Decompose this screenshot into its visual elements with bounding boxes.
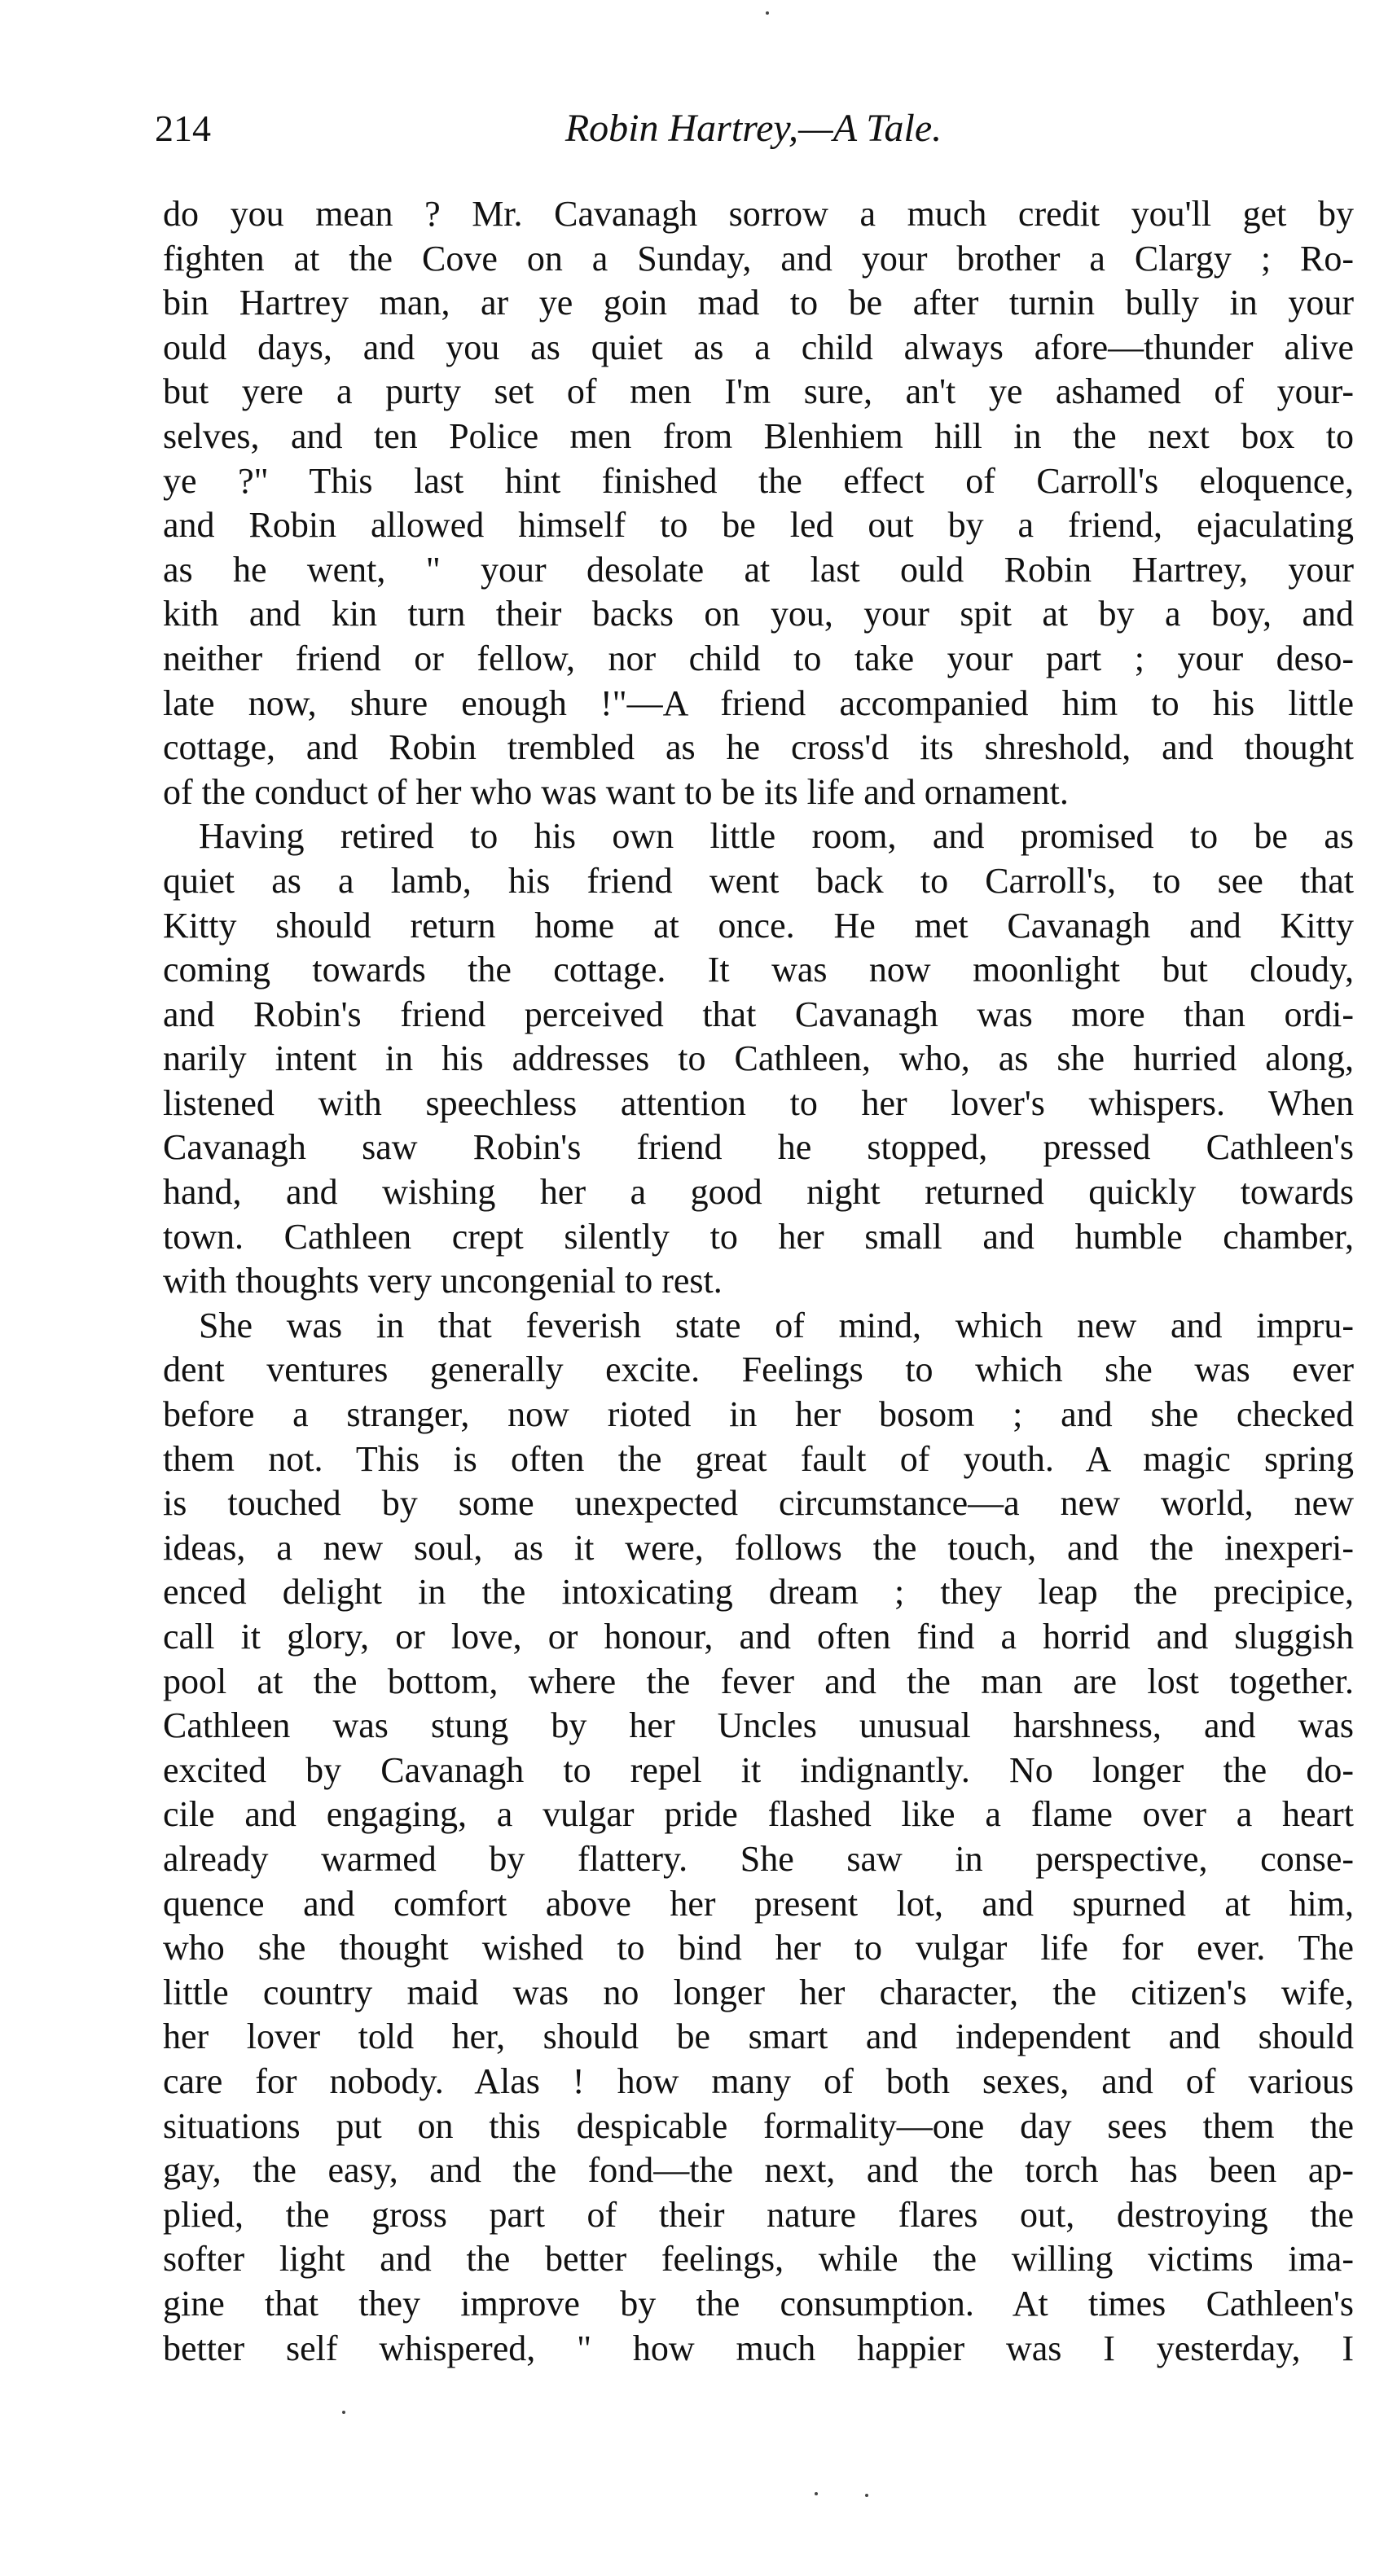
text-line: is touched by some unexpected circumstance—a new world, new — [163, 1483, 1354, 1524]
running-title: Robin Hartrey,—A Tale. — [564, 107, 942, 150]
text-line: call it glory, or love, or honour, and often find a horrid and sluggish — [163, 1617, 1354, 1657]
text-line: Cathleen was stung by her Uncles unusual harshness, and was — [163, 1705, 1354, 1746]
text-line: them not. This is often the great fault of youth. A magic spring — [163, 1438, 1354, 1479]
paper-speck — [766, 11, 769, 15]
text-line: listened with speechless attention to her lover's whispers. When — [163, 1082, 1354, 1123]
text-line: who she thought wished to bind her to vulgar life for ever. The — [163, 1928, 1354, 1968]
text-line: situations put on this despicable formality—one day sees them the — [163, 2105, 1354, 2146]
text-line: hand, and wishing her a good night returned quickly towards — [163, 1172, 1354, 1213]
text-line: bin Hartrey man, ar ye goin mad to be after turnin bully in your — [163, 283, 1354, 323]
text-line: ould days, and you as quiet as a child always afore—thunder alive — [163, 327, 1354, 367]
body-text — [163, 192, 1354, 2371]
text-line: quence and comfort above her present lot, and spurned at him, — [163, 1883, 1354, 1924]
text-line: cottage, and Robin trembled as he cross'd its shreshold, and thought — [163, 727, 1354, 768]
text-line: cile and engaging, a vulgar pride flashed like a flame over a heart — [163, 1794, 1354, 1835]
text-line: fighten at the Cove on a Sunday, and your brother a Clargy ; Ro- — [163, 238, 1354, 279]
paper-speck — [815, 2492, 818, 2495]
text-line: quiet as a lamb, his friend went back to Carroll's, to see that — [163, 860, 1354, 901]
text-line: Having retired to his own little room, and promised to be as — [199, 816, 1354, 857]
text-line: excited by Cavanagh to repel it indignantly. No longer the do- — [163, 1749, 1354, 1790]
paper-speck — [342, 2411, 345, 2414]
text-line: care for nobody. Alas ! how many of both sexes, and of various — [163, 2060, 1354, 2101]
text-line: ye ?" This last hint finished the effect of Carroll's eloquence, — [163, 460, 1354, 501]
text-line: already warmed by flattery. She saw in perspective, conse- — [163, 1838, 1354, 1879]
text-line: of the conduct of her who was want to be its life and ornament. — [163, 771, 1069, 812]
text-line: She was in that feverish state of mind, which new and impru- — [199, 1305, 1354, 1345]
text-line: Cavanagh saw Robin's friend he stopped, pressed Cathleen's — [163, 1127, 1354, 1168]
text-line: gine that they improve by the consumption. At times Cathleen's — [163, 2283, 1354, 2324]
text-line: her lover told her, should be smart and independent and should — [163, 2016, 1354, 2057]
text-line: enced delight in the intoxicating dream ; they leap the precipice, — [163, 1572, 1354, 1613]
text-line: little country maid was no longer her character, the citizen's wife, — [163, 1972, 1354, 2012]
text-line: dent ventures generally excite. Feelings to which she was ever — [163, 1349, 1354, 1390]
text-line: do you mean ? Mr. Cavanagh sorrow a much credit you'll get by — [163, 194, 1354, 234]
text-line: selves, and ten Police men from Blenhiem hill in the next box to — [163, 415, 1354, 456]
text-line: better self whispered, " how much happier was I yesterday, I — [163, 2328, 1354, 2368]
text-line: gay, the easy, and the fond—the next, and the torch has been ap- — [163, 2150, 1354, 2191]
page-header — [155, 104, 1352, 161]
text-line: pool at the bottom, where the fever and the man are lost together. — [163, 1661, 1354, 1701]
text-line: late now, shure enough !"—A friend accompanied him to his little — [163, 682, 1354, 723]
text-line: but yere a purty set of men I'm sure, an't ye ashamed of your- — [163, 371, 1354, 412]
text-line: as he went, " your desolate at last ould Robin Hartrey, your — [163, 549, 1354, 590]
text-line: ideas, a new soul, as it were, follows the touch, and the inexperi- — [163, 1527, 1354, 1568]
text-line: and Robin allowed himself to be led out by a friend, ejaculating — [163, 505, 1354, 546]
text-line: before a stranger, now rioted in her bosom ; and she checked — [163, 1394, 1354, 1435]
text-line: coming towards the cottage. It was now moonlight but cloudy, — [163, 950, 1354, 990]
page-number: 214 — [155, 108, 211, 149]
text-line: narily intent in his addresses to Cathleen, who, as she hurried along, — [163, 1038, 1354, 1079]
text-line: softer light and the better feelings, while the willing victims ima- — [163, 2239, 1354, 2280]
text-line: kith and kin turn their backs on you, your spit at by a boy, and — [163, 594, 1354, 634]
paper-speck — [865, 2494, 868, 2497]
text-line: and Robin's friend perceived that Cavanagh was more than ordi- — [163, 994, 1354, 1034]
text-line: with thoughts very uncongenial to rest. — [163, 1261, 723, 1301]
text-line: plied, the gross part of their nature flares out, destroying the — [163, 2194, 1354, 2235]
text-line: town. Cathleen crept silently to her small and humble chamber, — [163, 1216, 1354, 1257]
text-line: neither friend or fellow, nor child to take your part ; your deso- — [163, 638, 1354, 678]
text-line: Kitty should return home at once. He met Cavanagh and Kitty — [163, 905, 1354, 946]
